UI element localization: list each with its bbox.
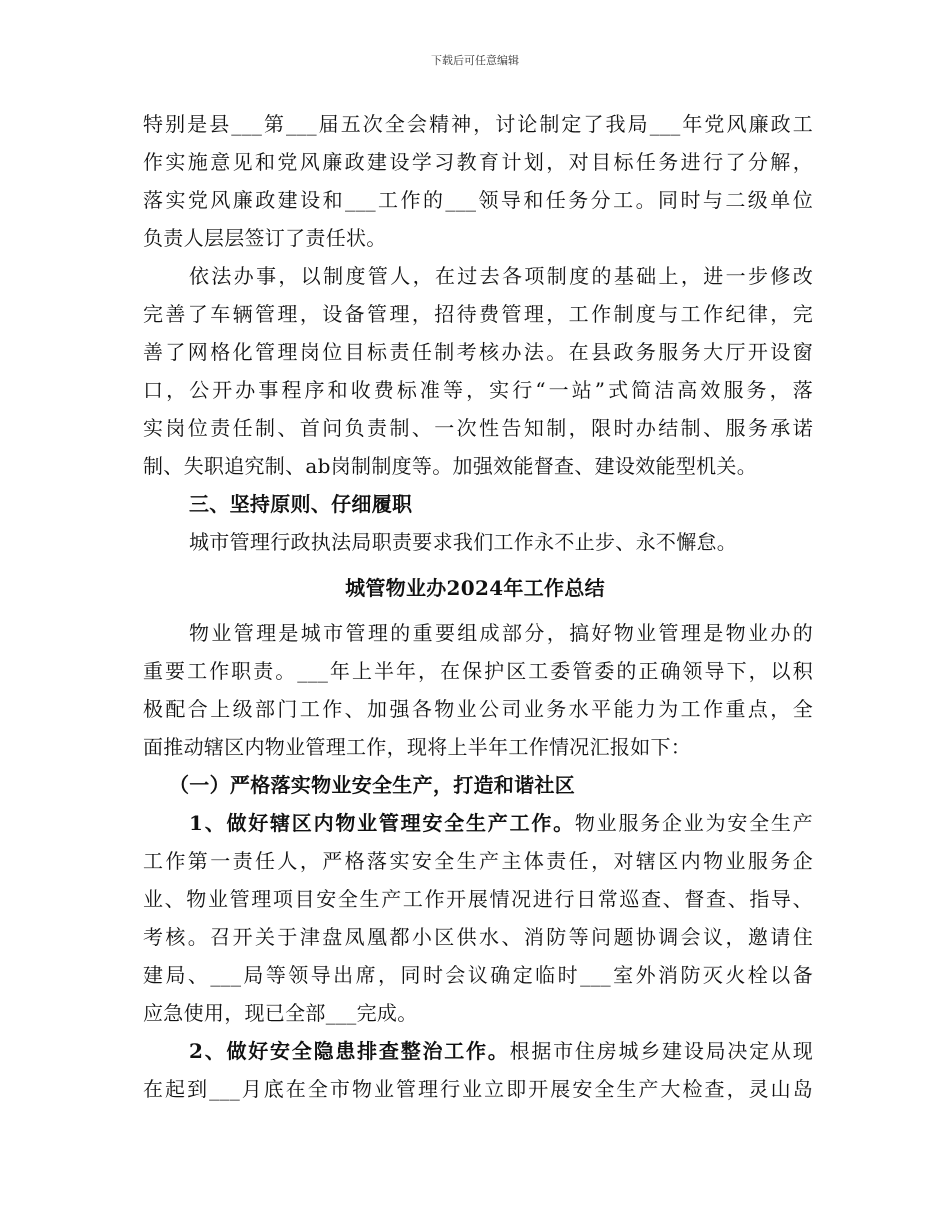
text-line: 工作第一责任人，严格落实安全生产主体责任，对辖区内物业服务企 <box>143 849 813 873</box>
page-header: 下载后可任意编辑 <box>431 54 519 67</box>
text-line: 应急使用，现已全部___完成。 <box>143 1001 418 1025</box>
text-line: 特别是县___第___届五次全会精神，讨论制定了我局___年党风廉政工 <box>143 112 813 136</box>
text-line <box>189 1039 813 1063</box>
text-line: 考核。召开关于津盘凤凰都小区供水、消防等问题协调会议，邀请住 <box>143 925 813 949</box>
bold-lead: 2、做好安全隐患排查整治工作。 <box>189 1039 510 1063</box>
line-text: 物业服务企业为安全生产 <box>574 811 813 835</box>
text-line: 口，公开办事程序和收费标准等，实行“一站”式简洁高效服务，落 <box>143 378 813 402</box>
text-line: 制、失职追究制、ab岗制制度等。加强效能督查、建设效能型机关。 <box>143 454 758 478</box>
text-line: 极配合上级部门工作、加强各物业公司业务水平能力为工作重点，全 <box>143 697 813 721</box>
text-line: 完善了车辆管理，设备管理，招待费管理，工作制度与工作纪律，完 <box>143 302 813 326</box>
text-line: 善了网格化管理岗位目标责任制考核办法。在县政务服务大厅开设窗 <box>143 340 813 364</box>
text-line: 建局、___局等领导出席，同时会议确定临时___室外消防灭火栓以备 <box>143 963 813 987</box>
text-line: 在起到___月底在全市物业管理行业立即开展安全生产大检查，灵山岛 <box>143 1077 813 1101</box>
text-line: 城市管理行政执法局职责要求我们工作永不止步、永不懈怠。 <box>189 530 738 554</box>
text-line: 三、坚持原则、仔细履职 <box>189 492 413 516</box>
text-line: 重要工作职责。___年上半年，在保护区工委管委的正确领导下，以积 <box>143 659 813 683</box>
text-line: 负责人层层签订了责任状。 <box>143 226 387 250</box>
text-line: 业、物业管理项目安全生产工作开展情况进行日常巡查、督查、指导、 <box>143 887 813 911</box>
line-text: 根据市住房城乡建设局决定从现 <box>509 1039 814 1063</box>
text-line <box>189 811 813 835</box>
text-line: 实岗位责任制、首问负责制、一次性告知制，限时办结制、服务承诺 <box>143 416 813 440</box>
text-line: 面推动辖区内物业管理工作，现将上半年工作情况汇报如下： <box>143 735 692 759</box>
text-line: （一）严格落实物业安全生产，打造和谐社区 <box>169 773 575 797</box>
bold-lead: 1、做好辖区内物业管理安全生产工作。 <box>189 811 575 835</box>
text-line: 依法办事，以制度管人，在过去各项制度的基础上，进一步修改 <box>189 264 813 288</box>
document-title: 城管物业办2024年工作总结 <box>345 576 605 600</box>
text-line: 作实施意见和党风廉政建设学习教育计划，对目标任务进行了分解， <box>143 150 813 174</box>
text-line: 落实党风廉政建设和___工作的___领导和任务分工。同时与二级单位 <box>143 188 813 212</box>
text-line: 物业管理是城市管理的重要组成部分，搞好物业管理是物业办的 <box>189 621 813 645</box>
